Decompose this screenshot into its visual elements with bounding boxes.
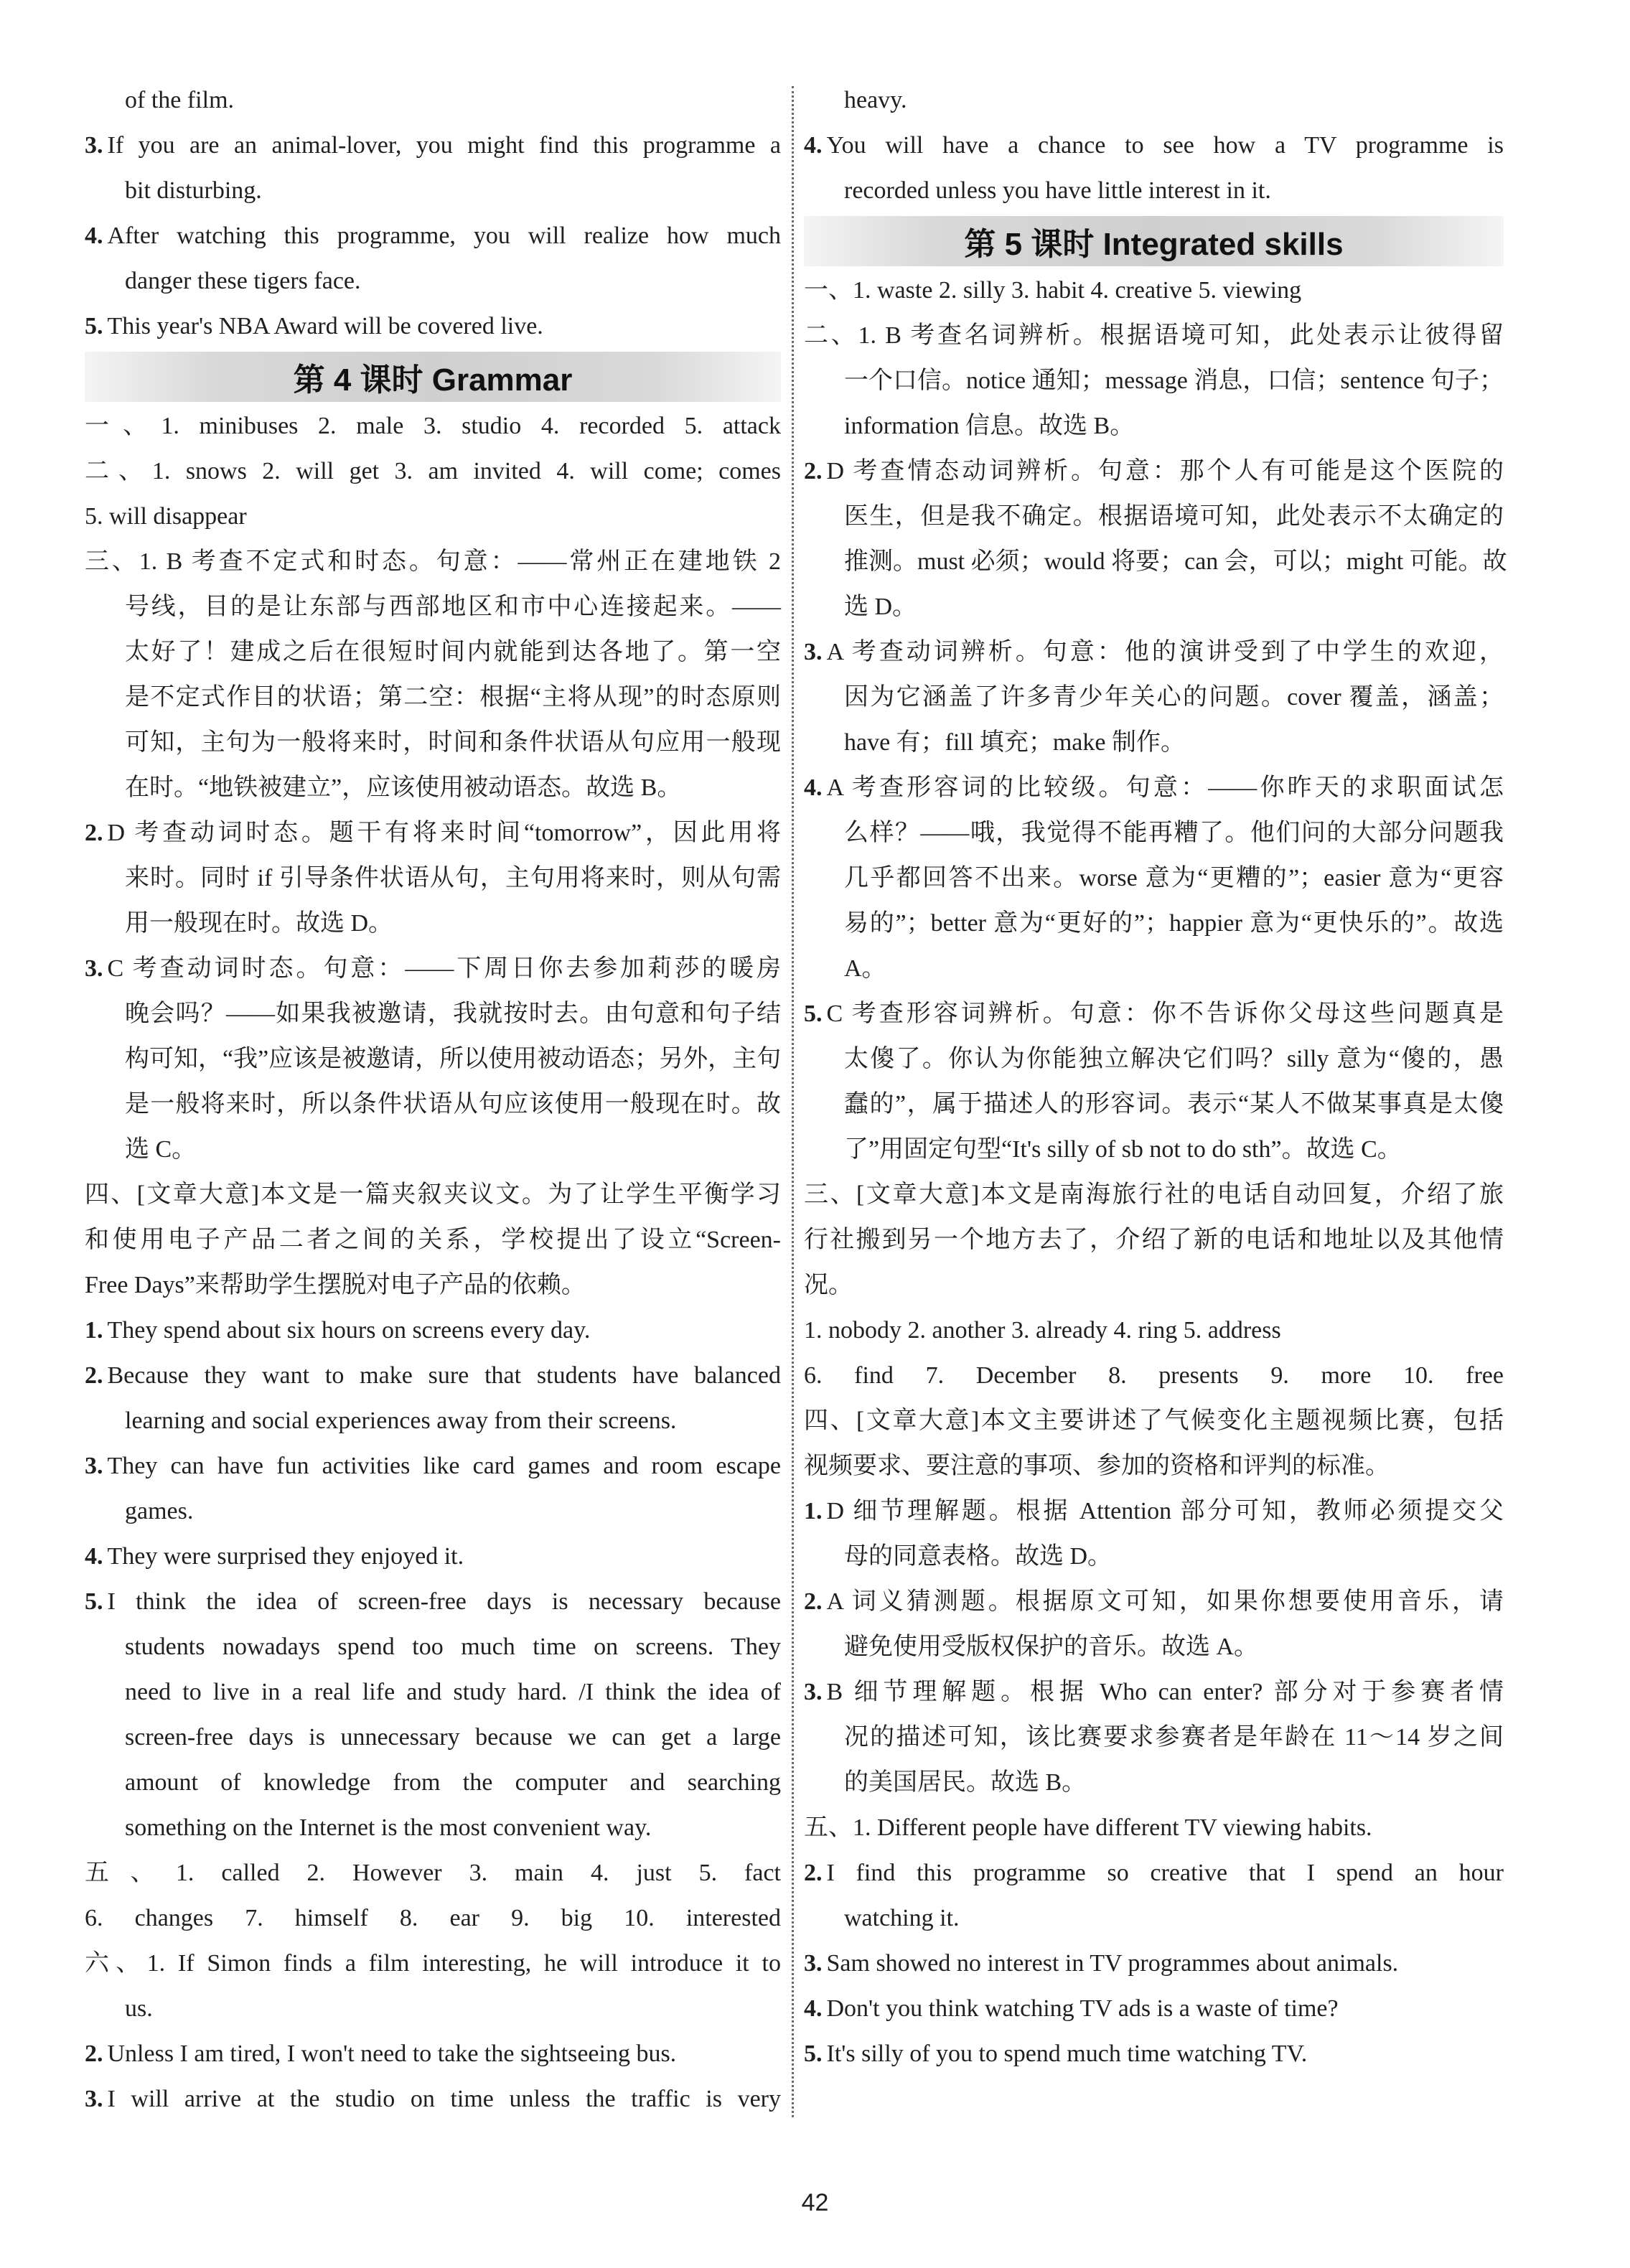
answer-line: [85, 494, 781, 539]
line-text: 来时。同时 if 引导条件状语从句，主句用将来时，则从句需: [125, 865, 781, 891]
answer-line: [85, 1489, 781, 1534]
answer-line: [85, 539, 781, 584]
line-text: They spend about six hours on screens every day.: [107, 1317, 591, 1344]
answer-line: [804, 584, 1504, 629]
answer-line: [804, 856, 1504, 901]
answer-line: [85, 1941, 781, 1986]
line-text: Don't you think watching TV ads is a waste of time?: [826, 1995, 1339, 2022]
line-text: 用一般现在时。故选 D。: [125, 910, 393, 937]
answer-line: [804, 765, 1504, 810]
answer-line: [85, 1896, 781, 1941]
line-text: 易的”；better 意为“更好的”；happier 意为“更快乐的”。故选: [844, 910, 1504, 937]
item-number: 3.: [85, 132, 103, 159]
item-number: 4.: [85, 1543, 103, 1570]
answer-line: [804, 1308, 1504, 1353]
line-text: I find this programme so creative that I spend an hour: [826, 1860, 1504, 1886]
item-number: 3.: [804, 1679, 823, 1705]
answer-line: [85, 168, 781, 213]
line-text: They were surprised they enjoyed it.: [107, 1543, 464, 1570]
answer-line: [85, 1353, 781, 1398]
answer-line: [85, 2031, 781, 2076]
item-number: 5.: [804, 1001, 823, 1027]
answer-line: [85, 584, 781, 629]
answer-line: [804, 78, 1504, 123]
line-text: 6. find 7. December 8. presents 9. more 10. free: [804, 1362, 1504, 1389]
answer-line: [804, 1715, 1504, 1760]
line-text: 况的描述可知，该比赛要求参赛者是年龄在 11～14 岁之间: [844, 1724, 1504, 1751]
item-number: 3.: [804, 1950, 823, 1977]
line-text: screen-free days is unnecessary because we can get a large: [125, 1724, 781, 1751]
line-text: have 有；fill 填充；make 制作。: [844, 729, 1185, 756]
answer-line: [85, 720, 781, 765]
answer-line: [85, 901, 781, 946]
item-number: 2.: [804, 1860, 823, 1886]
section-title-integrated-skills: 第 5 课时 Integrated skills: [804, 216, 1504, 266]
line-text: 视频要求、要注意的事项、参加的资格和评判的标准。: [804, 1453, 1390, 1479]
right-column: [804, 78, 1507, 2076]
answer-line: [804, 901, 1504, 946]
answer-line: [85, 304, 781, 349]
line-text: After watching this programme, you will realize how much: [107, 222, 781, 249]
answer-line: [85, 449, 781, 494]
item-number: 2.: [804, 1588, 823, 1615]
answer-line: [85, 1036, 781, 1082]
line-text: 选 C。: [125, 1136, 197, 1163]
answer-line: [85, 123, 781, 168]
line-text: It's silly of you to spend much time watching TV.: [826, 2040, 1308, 2067]
line-text: bit disturbing.: [125, 177, 262, 204]
line-text: 和使用电子产品二者之间的关系，学校提出了设立“Screen-: [85, 1227, 781, 1253]
answer-line: [85, 1262, 781, 1308]
line-text: Unless I am tired, I won't need to take the sightseeing bus.: [107, 2040, 677, 2067]
line-text: D 考查动词时态。题干有将来时间“tomorrow”，因此用将: [107, 820, 781, 846]
line-text: 可知，主句为一般将来时，时间和条件状语从句应用一般现: [125, 729, 781, 756]
answer-line: [804, 1941, 1504, 1986]
line-text: C 考查动词时态。句意：——下周日你去参加莉莎的暖房: [107, 955, 781, 982]
item-number: 4.: [804, 1995, 823, 2022]
line-text: A 考查动词辨析。句意：他的演讲受到了中学生的欢迎，: [826, 639, 1504, 665]
line-text: 么样？——哦，我觉得不能再糟了。他们问的大部分问题我: [844, 820, 1504, 846]
line-text: 1. nobody 2. another 3. already 4. ring 5. address: [804, 1317, 1281, 1344]
answer-line: [85, 78, 781, 123]
answer-line: [85, 1669, 781, 1715]
item-number: 2.: [85, 820, 103, 846]
line-text: 晚会吗？——如果我被邀请，我就按时去。由句意和句子结: [125, 1001, 781, 1027]
answer-line: [804, 629, 1504, 675]
line-text: 二、1. B 考查名词辨析。根据语境可知，此处表示让彼得留: [804, 322, 1504, 349]
line-text: 号线，目的是让东部与西部地区和市中心连接起来。——: [125, 594, 781, 620]
line-text: I think the idea of screen-free days is necessary because: [107, 1588, 781, 1615]
line-text: If you are an animal-lover, you might find this programme a: [107, 132, 781, 159]
line-text: 二、1. snows 2. will get 3. am invited 4. will come; comes: [85, 458, 781, 484]
line-text: 三、[文章大意]本文是南海旅行社的电话自动回复，介绍了旅: [804, 1181, 1504, 1208]
item-number: 4.: [804, 132, 823, 159]
answer-line: [804, 313, 1504, 358]
answer-line: [85, 810, 781, 856]
column-divider: [792, 86, 794, 2117]
line-text: 医生，但是我不确定。根据语境可知，此处表示不太确定的: [844, 503, 1504, 530]
line-text: recorded unless you have little interest in it.: [844, 177, 1271, 204]
section-title-grammar: 第 4 课时 Grammar: [85, 352, 781, 402]
answer-line: [804, 1398, 1504, 1443]
answer-line: [804, 403, 1504, 449]
line-text: 一、1. waste 2. silly 3. habit 4. creative 5. viewing: [804, 277, 1302, 304]
answer-line: [804, 1760, 1504, 1805]
line-text: 构可知，“我”应该是被邀请，所以使用被动语态；另外，主句: [125, 1046, 782, 1072]
line-text: 一、1. minibuses 2. male 3. studio 4. recorded 5. attack: [85, 413, 781, 439]
left-top-lines: [85, 78, 781, 349]
line-text: You will have a chance to see how a TV programme is: [826, 132, 1504, 159]
line-text: 太傻了。你认为你能独立解决它们吗？silly 意为“傻的，愚: [844, 1046, 1504, 1072]
answer-line: [804, 1669, 1504, 1715]
line-text: They can have fun activities like card games and room escape: [107, 1453, 781, 1479]
line-text: D 细节理解题。根据 Attention 部分可知，教师必须提交父: [826, 1498, 1504, 1524]
answer-line: [804, 1036, 1504, 1082]
line-text: A 考查形容词的比较级。句意：——你昨天的求职面试怎: [826, 774, 1504, 801]
line-text: 因为它涵盖了许多青少年关心的问题。cover 覆盖，涵盖；: [844, 684, 1504, 711]
right-bottom-lines: [804, 268, 1507, 2076]
left-column: [85, 78, 781, 2122]
answer-line: [85, 1579, 781, 1624]
line-text: 了”用固定句型“It's silly of sb not to do sth”。故选 C。: [844, 1136, 1402, 1163]
line-text: 四、[文章大意]本文是一篇夹叙夹议文。为了让学生平衡学习: [85, 1181, 781, 1208]
line-text: 选 D。: [844, 594, 917, 620]
line-text: Free Days”来帮助学生摆脱对电子产品的依赖。: [85, 1272, 586, 1298]
line-text: something on the Internet is the most convenient way.: [125, 1814, 652, 1841]
item-number: 3.: [804, 639, 823, 665]
item-number: 5.: [804, 2040, 823, 2067]
item-number: 3.: [85, 1453, 103, 1479]
answer-line: [85, 946, 781, 991]
line-text: watching it.: [844, 1905, 960, 1931]
item-number: 1.: [85, 1317, 103, 1344]
answer-line: [804, 2031, 1504, 2076]
answer-line: [804, 1489, 1504, 1534]
line-text: 五、1. Different people have different TV viewing habits.: [804, 1814, 1372, 1841]
answer-line: [804, 1896, 1504, 1941]
line-text: C 考查形容词辨析。句意：你不告诉你父母这些问题真是: [826, 1001, 1504, 1027]
line-text: of the film.: [125, 87, 235, 113]
answer-line: [85, 1398, 781, 1443]
answer-line: [804, 1172, 1504, 1217]
answer-line: [85, 1805, 781, 1850]
answer-line: [85, 1127, 781, 1172]
line-text: 几乎都回答不出来。worse 意为“更糟的”；easier 意为“更容: [844, 865, 1504, 891]
answer-line: [85, 213, 781, 258]
answer-line: [804, 810, 1504, 856]
line-text: information 信息。故选 B。: [844, 413, 1135, 439]
answer-line: [804, 1534, 1504, 1579]
line-text: A 词义猜测题。根据原文可知，如果你想要使用音乐，请: [826, 1588, 1504, 1615]
line-text: amount of knowledge from the computer and searching: [125, 1769, 781, 1796]
item-number: 2.: [85, 2040, 103, 2067]
answer-line: [804, 1850, 1504, 1896]
line-text: danger these tigers face.: [125, 268, 361, 294]
item-number: 2.: [85, 1362, 103, 1389]
answer-line: [804, 1443, 1504, 1489]
answer-line: [804, 1986, 1504, 2031]
item-number: 1.: [804, 1498, 823, 1524]
answer-line: [804, 1127, 1504, 1172]
line-text: need to live in a real life and study hard. /I think the idea of: [125, 1679, 781, 1705]
left-bottom-lines: [85, 403, 781, 2122]
item-number: 3.: [85, 2086, 103, 2112]
item-number: 5.: [85, 313, 103, 339]
line-text: This year's NBA Award will be covered live.: [107, 313, 543, 339]
answer-line: [804, 123, 1504, 168]
answer-line: [804, 1082, 1504, 1127]
line-text: 况。: [804, 1272, 853, 1298]
answer-line: [804, 1624, 1504, 1669]
page-number: 42: [801, 2189, 829, 2216]
line-text: I will arrive at the studio on time unless the traffic is very: [107, 2086, 781, 2112]
answer-line: [85, 1534, 781, 1579]
line-text: 避免使用受版权保护的音乐。故选 A。: [844, 1634, 1259, 1660]
line-text: 的美国居民。故选 B。: [844, 1769, 1087, 1796]
line-text: 是不定式作目的状语；第二空：根据“主将从现”的时态原则: [125, 684, 781, 711]
answer-line: [804, 494, 1504, 539]
line-text: Because they want to make sure that students have balanced: [107, 1362, 781, 1389]
answer-line: [85, 1172, 781, 1217]
line-text: D 考查情态动词辨析。句意：那个人有可能是这个医院的: [826, 458, 1504, 484]
answer-line: [85, 1850, 781, 1896]
answer-line: [804, 449, 1504, 494]
answer-line: [804, 1805, 1504, 1850]
line-text: 6. changes 7. himself 8. ear 9. big 10. interested: [85, 1905, 781, 1931]
answer-line: [85, 1715, 781, 1760]
answer-line: [804, 991, 1504, 1036]
answer-line: [85, 1082, 781, 1127]
answer-line: [85, 629, 781, 675]
line-text: students nowadays spend too much time on screens. They: [125, 1634, 781, 1660]
line-text: 推测。must 必须；would 将要；can 会，可以；might 可能。故: [844, 548, 1507, 575]
right-top-lines: [804, 78, 1504, 213]
line-text: 行社搬到另一个地方去了，介绍了新的电话和地址以及其他情: [804, 1227, 1504, 1253]
item-number: 4.: [85, 222, 103, 249]
line-text: heavy.: [844, 87, 907, 113]
answer-line: [85, 2076, 781, 2122]
answer-line: [804, 268, 1504, 313]
answer-line: [804, 720, 1504, 765]
line-text: 在时。“地铁被建立”，应该使用被动语态。故选 B。: [125, 774, 682, 801]
line-text: 5. will disappear: [85, 503, 247, 530]
line-text: A。: [844, 955, 886, 982]
answer-line: [804, 1262, 1504, 1308]
answer-line: [804, 168, 1504, 213]
line-text: 五、1. called 2. However 3. main 4. just 5. fact: [85, 1860, 781, 1886]
line-text: 太好了！建成之后在很短时间内就能到达各地了。第一空: [125, 639, 781, 665]
answer-line: [804, 358, 1504, 403]
answer-line: [85, 1760, 781, 1805]
answer-line: [804, 1353, 1504, 1398]
answer-line: [85, 856, 781, 901]
line-text: games.: [125, 1498, 194, 1524]
answer-line: [85, 1986, 781, 2031]
answer-line: [85, 1624, 781, 1669]
line-text: 母的同意表格。故选 D。: [844, 1543, 1113, 1570]
answer-line: [804, 1217, 1504, 1262]
answer-line: [85, 403, 781, 449]
line-text: 三、1. B 考查不定式和时态。句意：——常州正在建地铁 2: [85, 548, 781, 575]
answer-line: [85, 1443, 781, 1489]
line-text: 六、1. If Simon finds a film interesting, he will introduce it to: [85, 1950, 781, 1977]
line-text: us.: [125, 1995, 153, 2022]
answer-line: [85, 765, 781, 810]
answer-line: [804, 675, 1504, 720]
line-text: 四、[文章大意]本文主要讲述了气候变化主题视频比赛，包括: [804, 1407, 1504, 1434]
answer-line: [85, 1308, 781, 1353]
answer-line: [85, 1217, 781, 1262]
item-number: 3.: [85, 955, 103, 982]
answer-line: [804, 539, 1507, 584]
item-number: 4.: [804, 774, 823, 801]
item-number: 5.: [85, 1588, 103, 1615]
line-text: learning and social experiences away from their screens.: [125, 1407, 677, 1434]
answer-line: [85, 675, 781, 720]
line-text: Sam showed no interest in TV programmes about animals.: [826, 1950, 1399, 1977]
line-text: 是一般将来时，所以条件状语从句应该使用一般现在时。故: [125, 1091, 781, 1117]
answer-line: [85, 991, 781, 1036]
line-text: 蠢的”，属于描述人的形容词。表示“某人不做某事真是太傻: [844, 1091, 1504, 1117]
answer-line: [804, 946, 1504, 991]
item-number: 2.: [804, 458, 823, 484]
answer-line: [804, 1579, 1504, 1624]
line-text: 一个口信。notice 通知；message 消息，口信；sentence 句子；: [844, 367, 1504, 394]
line-text: B 细节理解题。根据 Who can enter? 部分对于参赛者情: [826, 1679, 1504, 1705]
answer-line: [85, 258, 781, 304]
